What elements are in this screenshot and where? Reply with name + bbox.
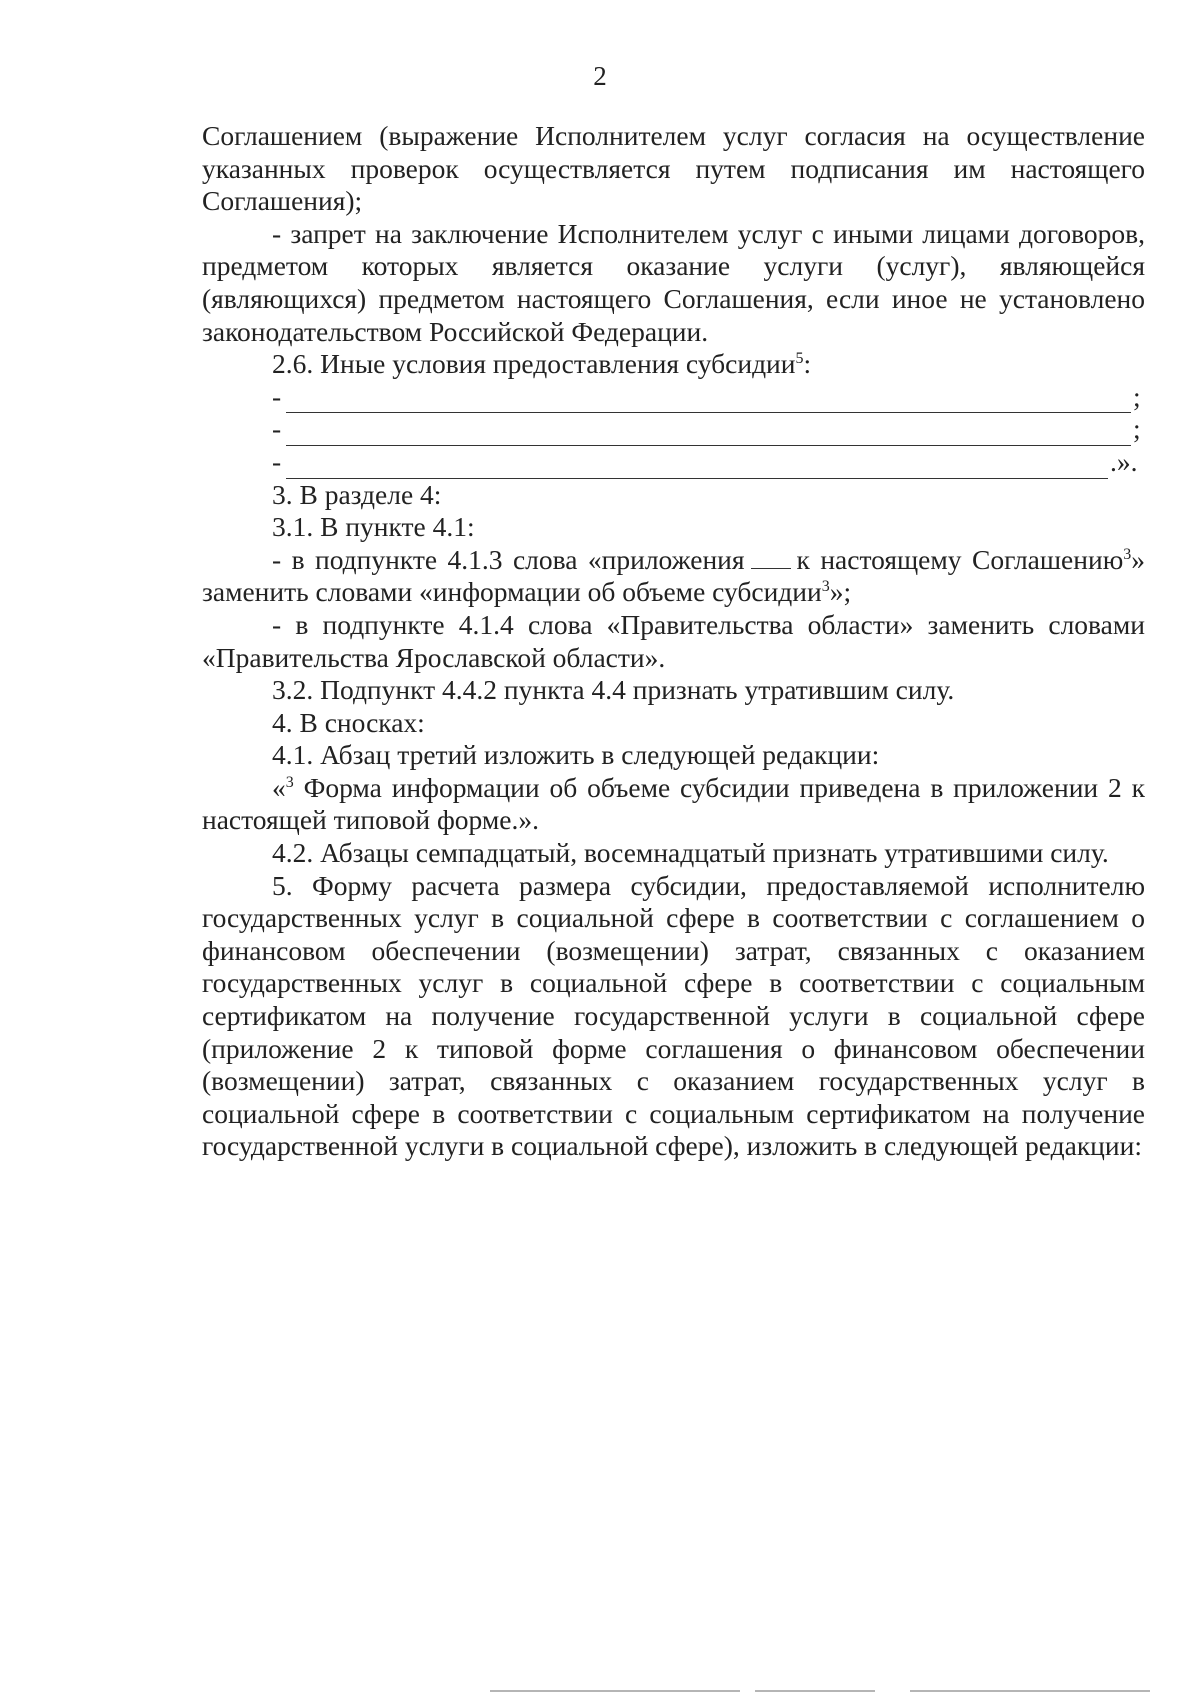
paragraph-4-1-3-a: - в подпункте 4.1.3 слова «приложения bbox=[272, 543, 745, 575]
paragraph-2-6-colon: : bbox=[803, 348, 812, 380]
document-body bbox=[202, 120, 1145, 1163]
blank-underline bbox=[286, 388, 1131, 413]
footnote-ref-5: 5 bbox=[795, 350, 804, 367]
paragraph-4-2: 4.2. Абзацы семпадцатый, восемнадцатый признать утратившими силу. bbox=[272, 837, 1109, 869]
blank-underline bbox=[286, 454, 1108, 479]
paragraph-4-1: 4.1. Абзац третий изложить в следующей редакции: bbox=[272, 739, 880, 771]
paragraph-footnote-3-text bbox=[202, 772, 1145, 837]
page-number: 2 bbox=[593, 61, 607, 91]
paragraph-3: 3. В разделе 4: bbox=[272, 478, 442, 510]
blank-line-dash: - bbox=[272, 380, 282, 412]
blank-line-dash: - bbox=[272, 445, 282, 477]
footnote-ref-3: 3 bbox=[1123, 545, 1132, 563]
blank-line-end: .». bbox=[1110, 445, 1138, 477]
paragraph-4-1-3-b: к настоящему Соглашению bbox=[796, 543, 1124, 575]
paragraph-4-1-3-c: » заменить словами «информации об объеме субсидии bbox=[202, 543, 1145, 608]
paragraph-3-1: 3.1. В пункте 4.1: bbox=[272, 511, 475, 543]
paragraph-3-2: 3.2. Подпункт 4.4.2 пункта 4.4 признать утратившим силу. bbox=[272, 674, 955, 706]
scan-artifact-line bbox=[490, 1690, 740, 1692]
paragraph-4-1-4: - в подпункте 4.1.4 слова «Правительства области» заменить словами «Правительства Ярославской области». bbox=[202, 608, 1145, 673]
quote-open: « bbox=[272, 771, 286, 803]
blank-line-end: ; bbox=[1133, 413, 1141, 445]
blank-underline bbox=[286, 421, 1131, 446]
footnote-ref-3: 3 bbox=[821, 578, 830, 596]
paragraph-2-6 bbox=[202, 348, 1145, 381]
paragraph-5: 5. Форму расчета размера субсидии, предоставляемой исполнителю государственных услуг в социальной сфере в соответствии с соглашением о финансовом обеспечении (возмещении) затрат, связанных с оказанием государственных услуг в социальной сфере в соответствии с социальным сертификатом на получение государственной услуги в социальной сфере (приложение 2 к типовой форме соглашения о финансовом обеспечении (возмещении) затрат, связанных с оказанием государственных услуг в социальной сфере в соответствии с социальным сертификатом на получение государственной услуги в социальной сфере), изложить в следующей редакции: bbox=[202, 869, 1145, 1162]
scan-artifact-line bbox=[910, 1690, 1150, 1692]
scan-artifact-line bbox=[755, 1690, 875, 1692]
blank-underline-short bbox=[751, 548, 791, 569]
paragraph-prohibition: - запрет на заключение Исполнителем услуг с иными лицами договоров, предметом которых является оказание услуги (услуг), являющейся (являющихся) предметом настоящего Соглашения, если иное не установлено законодательством Российской Федерации. bbox=[202, 217, 1145, 347]
blank-condition-line-2 bbox=[272, 413, 1145, 446]
scan-artifact-lines bbox=[0, 1690, 1200, 1696]
paragraph-4-1-3-d: »; bbox=[829, 576, 852, 608]
blank-line-dash: - bbox=[272, 413, 282, 445]
paragraph-2-6-text: 2.6. Иные условия предоставления субсидии bbox=[272, 348, 796, 380]
footnote-3-text: Форма информации об объеме субсидии приведена в приложении 2 к настоящей типовой форме.». bbox=[202, 771, 1145, 836]
paragraph-continuation: Соглашением (выражение Исполнителем услуг согласия на осуществление указанных проверок осуществляется путем подписания им настоящего Соглашения); bbox=[202, 120, 1145, 217]
footnote-ref-3: 3 bbox=[285, 773, 294, 791]
blank-condition-line-1 bbox=[272, 381, 1145, 414]
blank-line-end: ; bbox=[1133, 380, 1141, 412]
paragraph-4-1-3 bbox=[202, 544, 1145, 609]
paragraph-4: 4. В сносках: bbox=[272, 706, 425, 738]
blank-condition-line-3 bbox=[272, 446, 1145, 479]
